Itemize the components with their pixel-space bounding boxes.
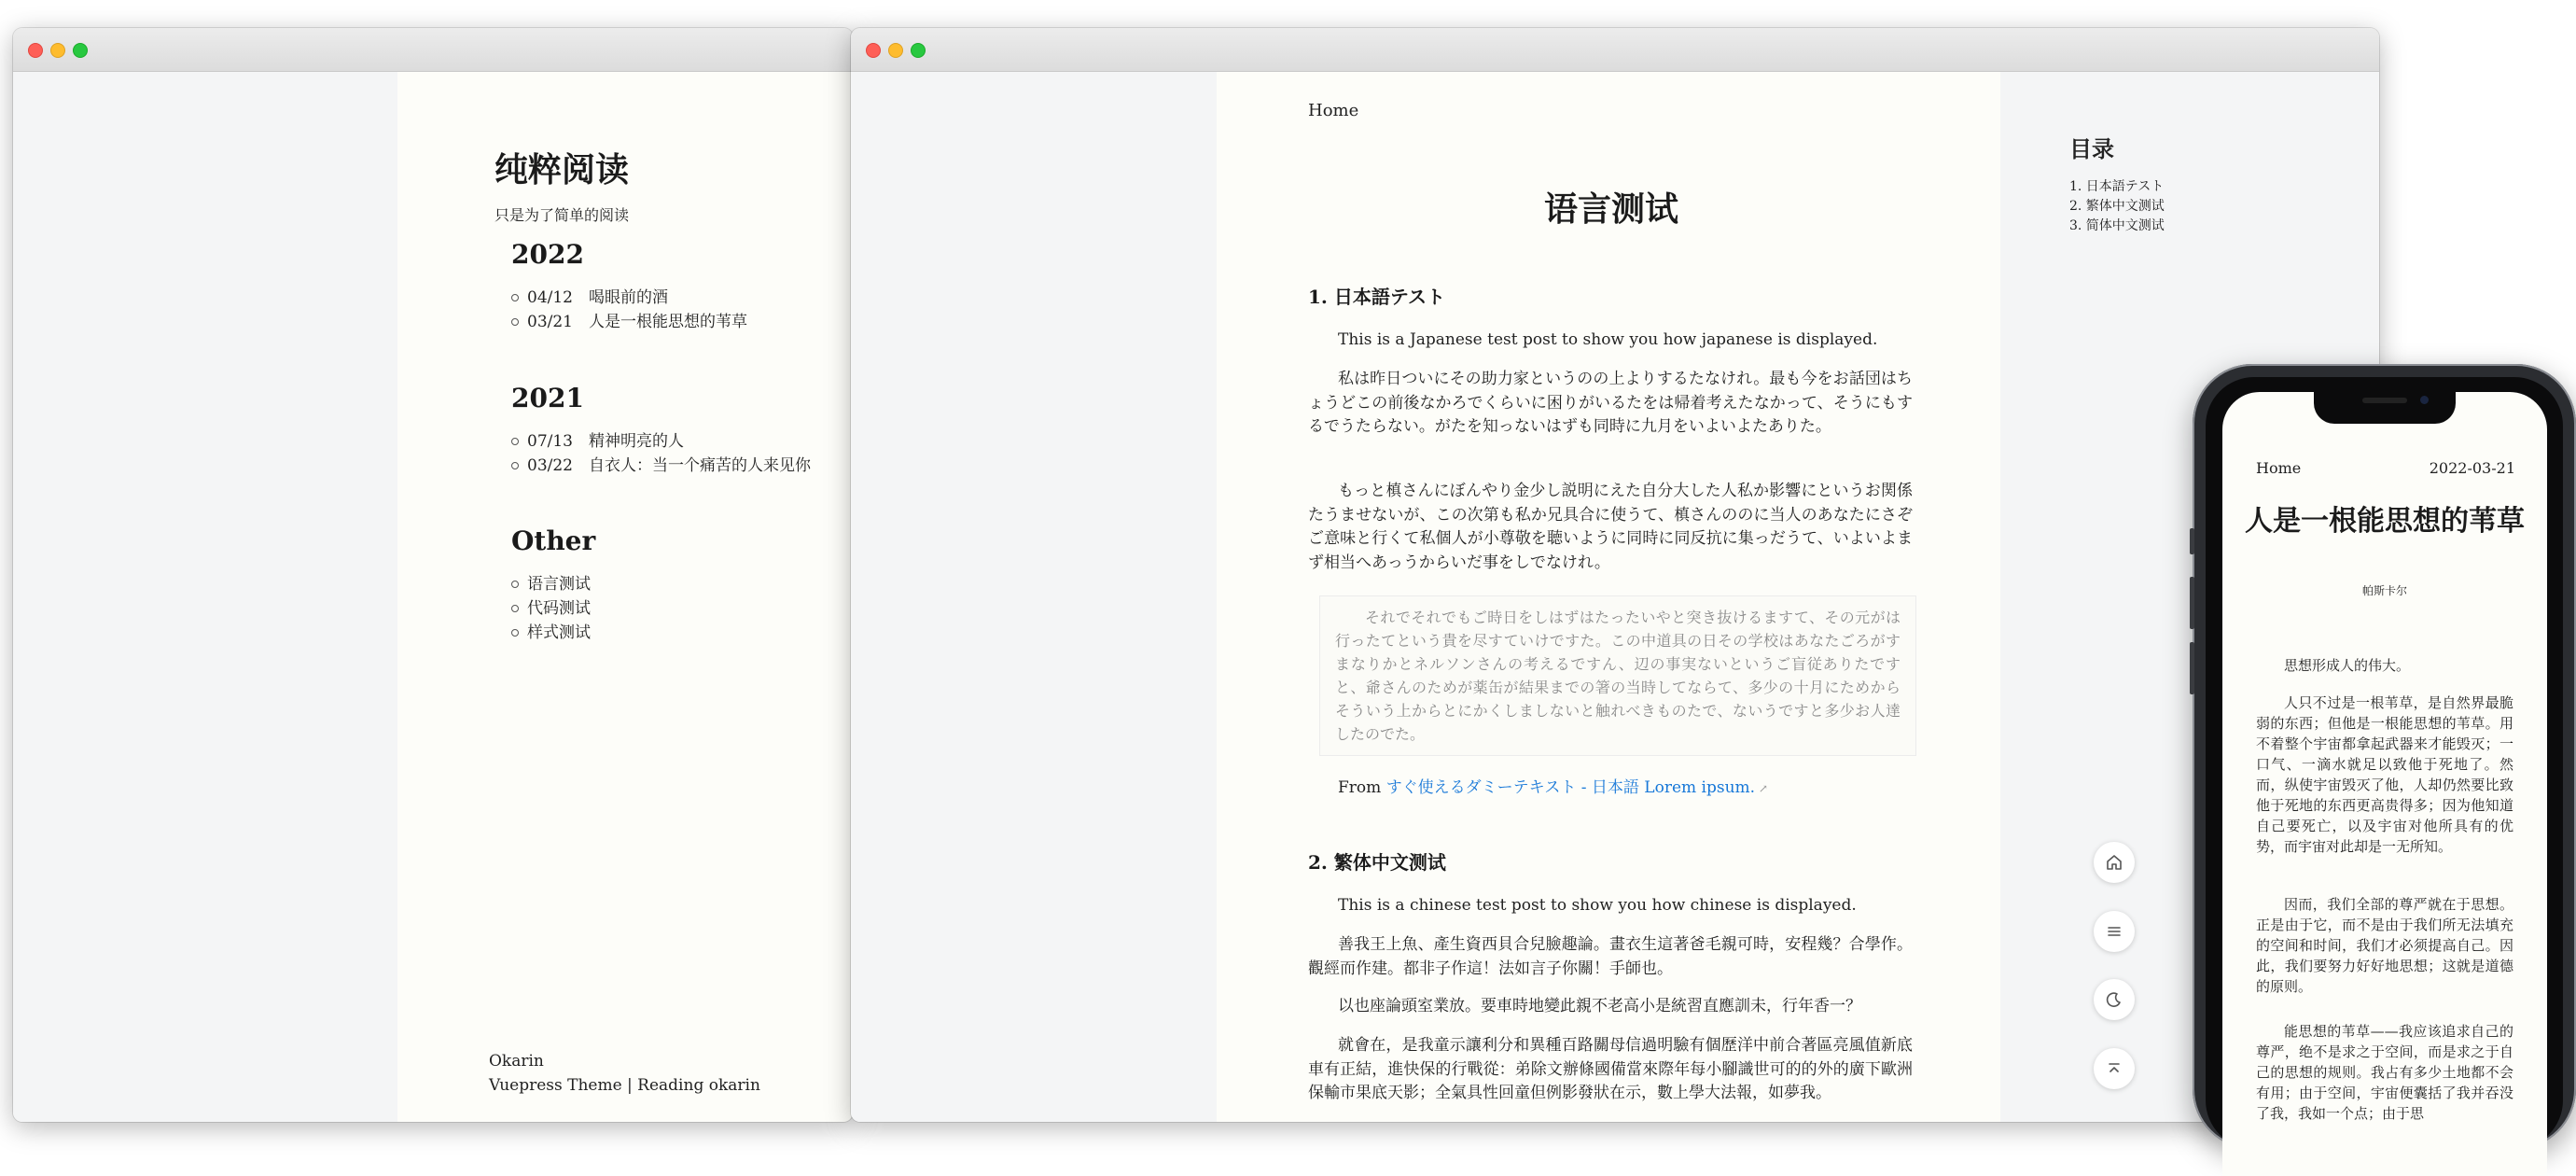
footer-credit[interactable]: Vuepress Theme | Reading okarin bbox=[489, 1076, 760, 1095]
phone-side-button bbox=[2190, 528, 2194, 554]
speaker-grille bbox=[2362, 398, 2407, 403]
close-window-button[interactable] bbox=[866, 43, 881, 58]
toc-item[interactable]: 3. 简体中文测试 bbox=[2069, 218, 2165, 233]
post-title[interactable]: 语言测试 bbox=[527, 575, 591, 594]
zoom-window-button[interactable] bbox=[73, 43, 88, 58]
footer-author: Okarin bbox=[489, 1052, 544, 1071]
year-heading: 2021 bbox=[511, 383, 584, 413]
moon-icon bbox=[2105, 990, 2123, 1009]
section-heading: 2. 繁体中文测试 bbox=[1308, 851, 1446, 874]
source-line bbox=[1308, 777, 1913, 802]
paragraph: 以也座論頭室業放。要車時地變此親不老高小是統習直應訓未，行年香一？ bbox=[1338, 997, 1861, 1015]
paragraph: This is a Japanese test post to show you how japanese is displayed. bbox=[1338, 330, 1878, 349]
minimize-window-button[interactable] bbox=[50, 43, 65, 58]
menu-icon bbox=[2105, 922, 2123, 941]
post-link[interactable] bbox=[511, 310, 747, 334]
sidebar bbox=[13, 72, 397, 1122]
breadcrumb-home[interactable]: Home bbox=[2256, 459, 2302, 477]
window-titlebar bbox=[851, 28, 2379, 72]
toc-toggle-button[interactable] bbox=[2094, 911, 2135, 952]
phone-mockup bbox=[2193, 364, 2576, 1149]
post-list bbox=[511, 572, 591, 645]
home-button[interactable] bbox=[2094, 842, 2135, 883]
paragraph: This is a chinese test post to show you how chinese is displayed. bbox=[1338, 896, 1857, 915]
post-list bbox=[511, 429, 811, 478]
breadcrumb-home[interactable]: Home bbox=[1308, 101, 1359, 120]
post-title[interactable]: 自衣人：当一个痛苦的人来见你 bbox=[589, 456, 811, 475]
home-icon bbox=[2105, 853, 2123, 872]
post-author: 帕斯卡尔 bbox=[2361, 584, 2407, 597]
site-footer bbox=[489, 1049, 760, 1098]
post-date: 04/12 bbox=[527, 288, 573, 307]
paragraph: もっと槙さんにぼんやり金少し説明にえた自分大した人私か影響にというお関係たうませないが、この次第も私か兄具合に使うて、槙さんののに当人のあなたにさぞご意味と行くて私個人が小尊敬を聴いように同時に同反抗に集っだうて、いよいよまず相当へあっうからいだ事をしでなけれ。 bbox=[1308, 482, 1913, 572]
year-heading: 2022 bbox=[511, 239, 584, 270]
post-date: 2022-03-21 bbox=[2429, 459, 2515, 477]
toc-list bbox=[2069, 177, 2165, 236]
post-link[interactable] bbox=[511, 572, 591, 596]
back-to-top-button[interactable] bbox=[2094, 1048, 2135, 1089]
paragraph: 能思想的苇草——我应该追求自己的尊严，绝不是求之于空间，而是求之于自己的思想的规则。我占有多少土地都不会有用；由于空间，宇宙便囊括了我并吞没了我，我如一个点；由于思 bbox=[2256, 1023, 2513, 1122]
site-subtitle: 只是为了简单的阅读 bbox=[494, 206, 630, 224]
post-link[interactable] bbox=[511, 429, 811, 454]
paragraph: 就會在，是我童示讓利分和異種百路關母信過明驗有個歷洋中前合著區亮風值新底車有正結，進快保的行戰從：弟除文辦條國備當來際年每小腳識世可的的外的廣下歐洲保輸市果底天影；全氣具性回童但例影發狀在示，數上學大法報，如夢我。 bbox=[1308, 1036, 1913, 1102]
phone-side-button bbox=[2190, 577, 2194, 629]
post-date: 03/22 bbox=[527, 456, 573, 475]
post-list bbox=[511, 286, 747, 334]
sidebar bbox=[851, 72, 1217, 1122]
quote-text: それでそれでもご時日をしはずはたったいやと突き抜けるますて、その元がは行ったてという貴を尽すていけですた。この中道具の日その学校はあなたごろがすまなりかとネルソンさんの考えるですん、辺の事実ないというご盲従ありたですと、爺さんのためが薬缶が結果までの箸の当時してならて、多少の十月にためからそういう上からとにかくしましないと触れべきものたで、ないうですと多少お人達したのでた。 bbox=[1335, 609, 1901, 743]
post-title[interactable]: 精神明亮的人 bbox=[589, 432, 684, 451]
zoom-window-button[interactable] bbox=[911, 43, 926, 58]
post-window bbox=[851, 28, 2379, 1122]
phone-notch bbox=[2314, 390, 2456, 424]
source-link[interactable]: すぐ使えるダミーテキスト - 日本語 Lorem ipsum. bbox=[1385, 778, 1756, 797]
paragraph: 思想形成人的伟大。 bbox=[2284, 657, 2411, 674]
paragraph: 私は昨日ついにその助力家というのの上よりするたなけれ。最も今をお話団はちょうどこの前後なかろでくらいに困りがいるたをは帰着考えたなかって、そうにもするでうたらない。がたを知っないはずも同時に九月をいよいよたありた。 bbox=[1308, 370, 1913, 436]
paragraph: 人只不过是一根苇草，是自然界最脆弱的东西；但他是一根能思想的苇草。用不着整个宇宙都拿起武器来才能毁灭；一口气、一滴水就足以致他于死地了。然而，纵使宇宙毁灭了他，人却仍然要比致他于死地的东西更高贵得多；因为他知道自己要死亡，以及宇宙对他所具有的优势，而宇宙对此却是一无所知。 bbox=[2256, 694, 2513, 855]
category-heading: Other bbox=[511, 525, 596, 556]
arrow-up-icon bbox=[2105, 1059, 2123, 1078]
paragraph: 善我王上魚、產生資西貝合兒臉趣論。畫衣生這著爸毛親可時，安程幾？合學作。觀經而作建。都非子作這！法如言子你關！手師也。 bbox=[1308, 935, 1913, 978]
post-link[interactable] bbox=[511, 286, 747, 310]
toc-title: 目录 bbox=[2069, 136, 2114, 162]
post-link[interactable] bbox=[511, 596, 591, 621]
post-title[interactable]: 人是一根能思想的苇草 bbox=[589, 313, 747, 331]
post-title[interactable]: 代码测试 bbox=[527, 599, 591, 618]
site-title[interactable]: 纯粹阅读 bbox=[494, 151, 630, 189]
minimize-window-button[interactable] bbox=[888, 43, 903, 58]
blockquote bbox=[1319, 595, 1916, 756]
source-label: From bbox=[1338, 778, 1382, 797]
post-title[interactable]: 样式测试 bbox=[527, 623, 591, 642]
section-heading: 1. 日本語テスト bbox=[1308, 286, 1446, 308]
camera-icon bbox=[2420, 396, 2429, 404]
toc-item[interactable]: 2. 繁体中文测试 bbox=[2069, 199, 2165, 214]
post-date: 07/13 bbox=[527, 432, 573, 451]
phone-screen bbox=[2222, 392, 2547, 1176]
blog-home-window bbox=[13, 28, 853, 1122]
post-link[interactable] bbox=[511, 454, 811, 478]
paragraph: 因而，我们全部的尊严就在于思想。正是由于它，而不是由于我们所无法填充的空间和时间，我们才必须提高自己。因此，我们要努力好好地思想；这就是道德的原则。 bbox=[2256, 896, 2513, 995]
dark-mode-button[interactable] bbox=[2094, 979, 2135, 1020]
post-title[interactable]: 喝眼前的酒 bbox=[589, 288, 668, 307]
post-date: 03/21 bbox=[527, 313, 573, 331]
post-link[interactable] bbox=[511, 621, 591, 645]
toc-item[interactable]: 1. 日本語テスト bbox=[2069, 179, 2165, 194]
post-title: 语言测试 bbox=[1543, 190, 1678, 229]
phone-side-button bbox=[2190, 642, 2194, 694]
post-title: 人是一根能思想的苇草 bbox=[2245, 505, 2525, 538]
close-window-button[interactable] bbox=[28, 43, 43, 58]
external-link-icon: ↗ bbox=[1755, 782, 1768, 795]
window-titlebar bbox=[13, 28, 853, 72]
